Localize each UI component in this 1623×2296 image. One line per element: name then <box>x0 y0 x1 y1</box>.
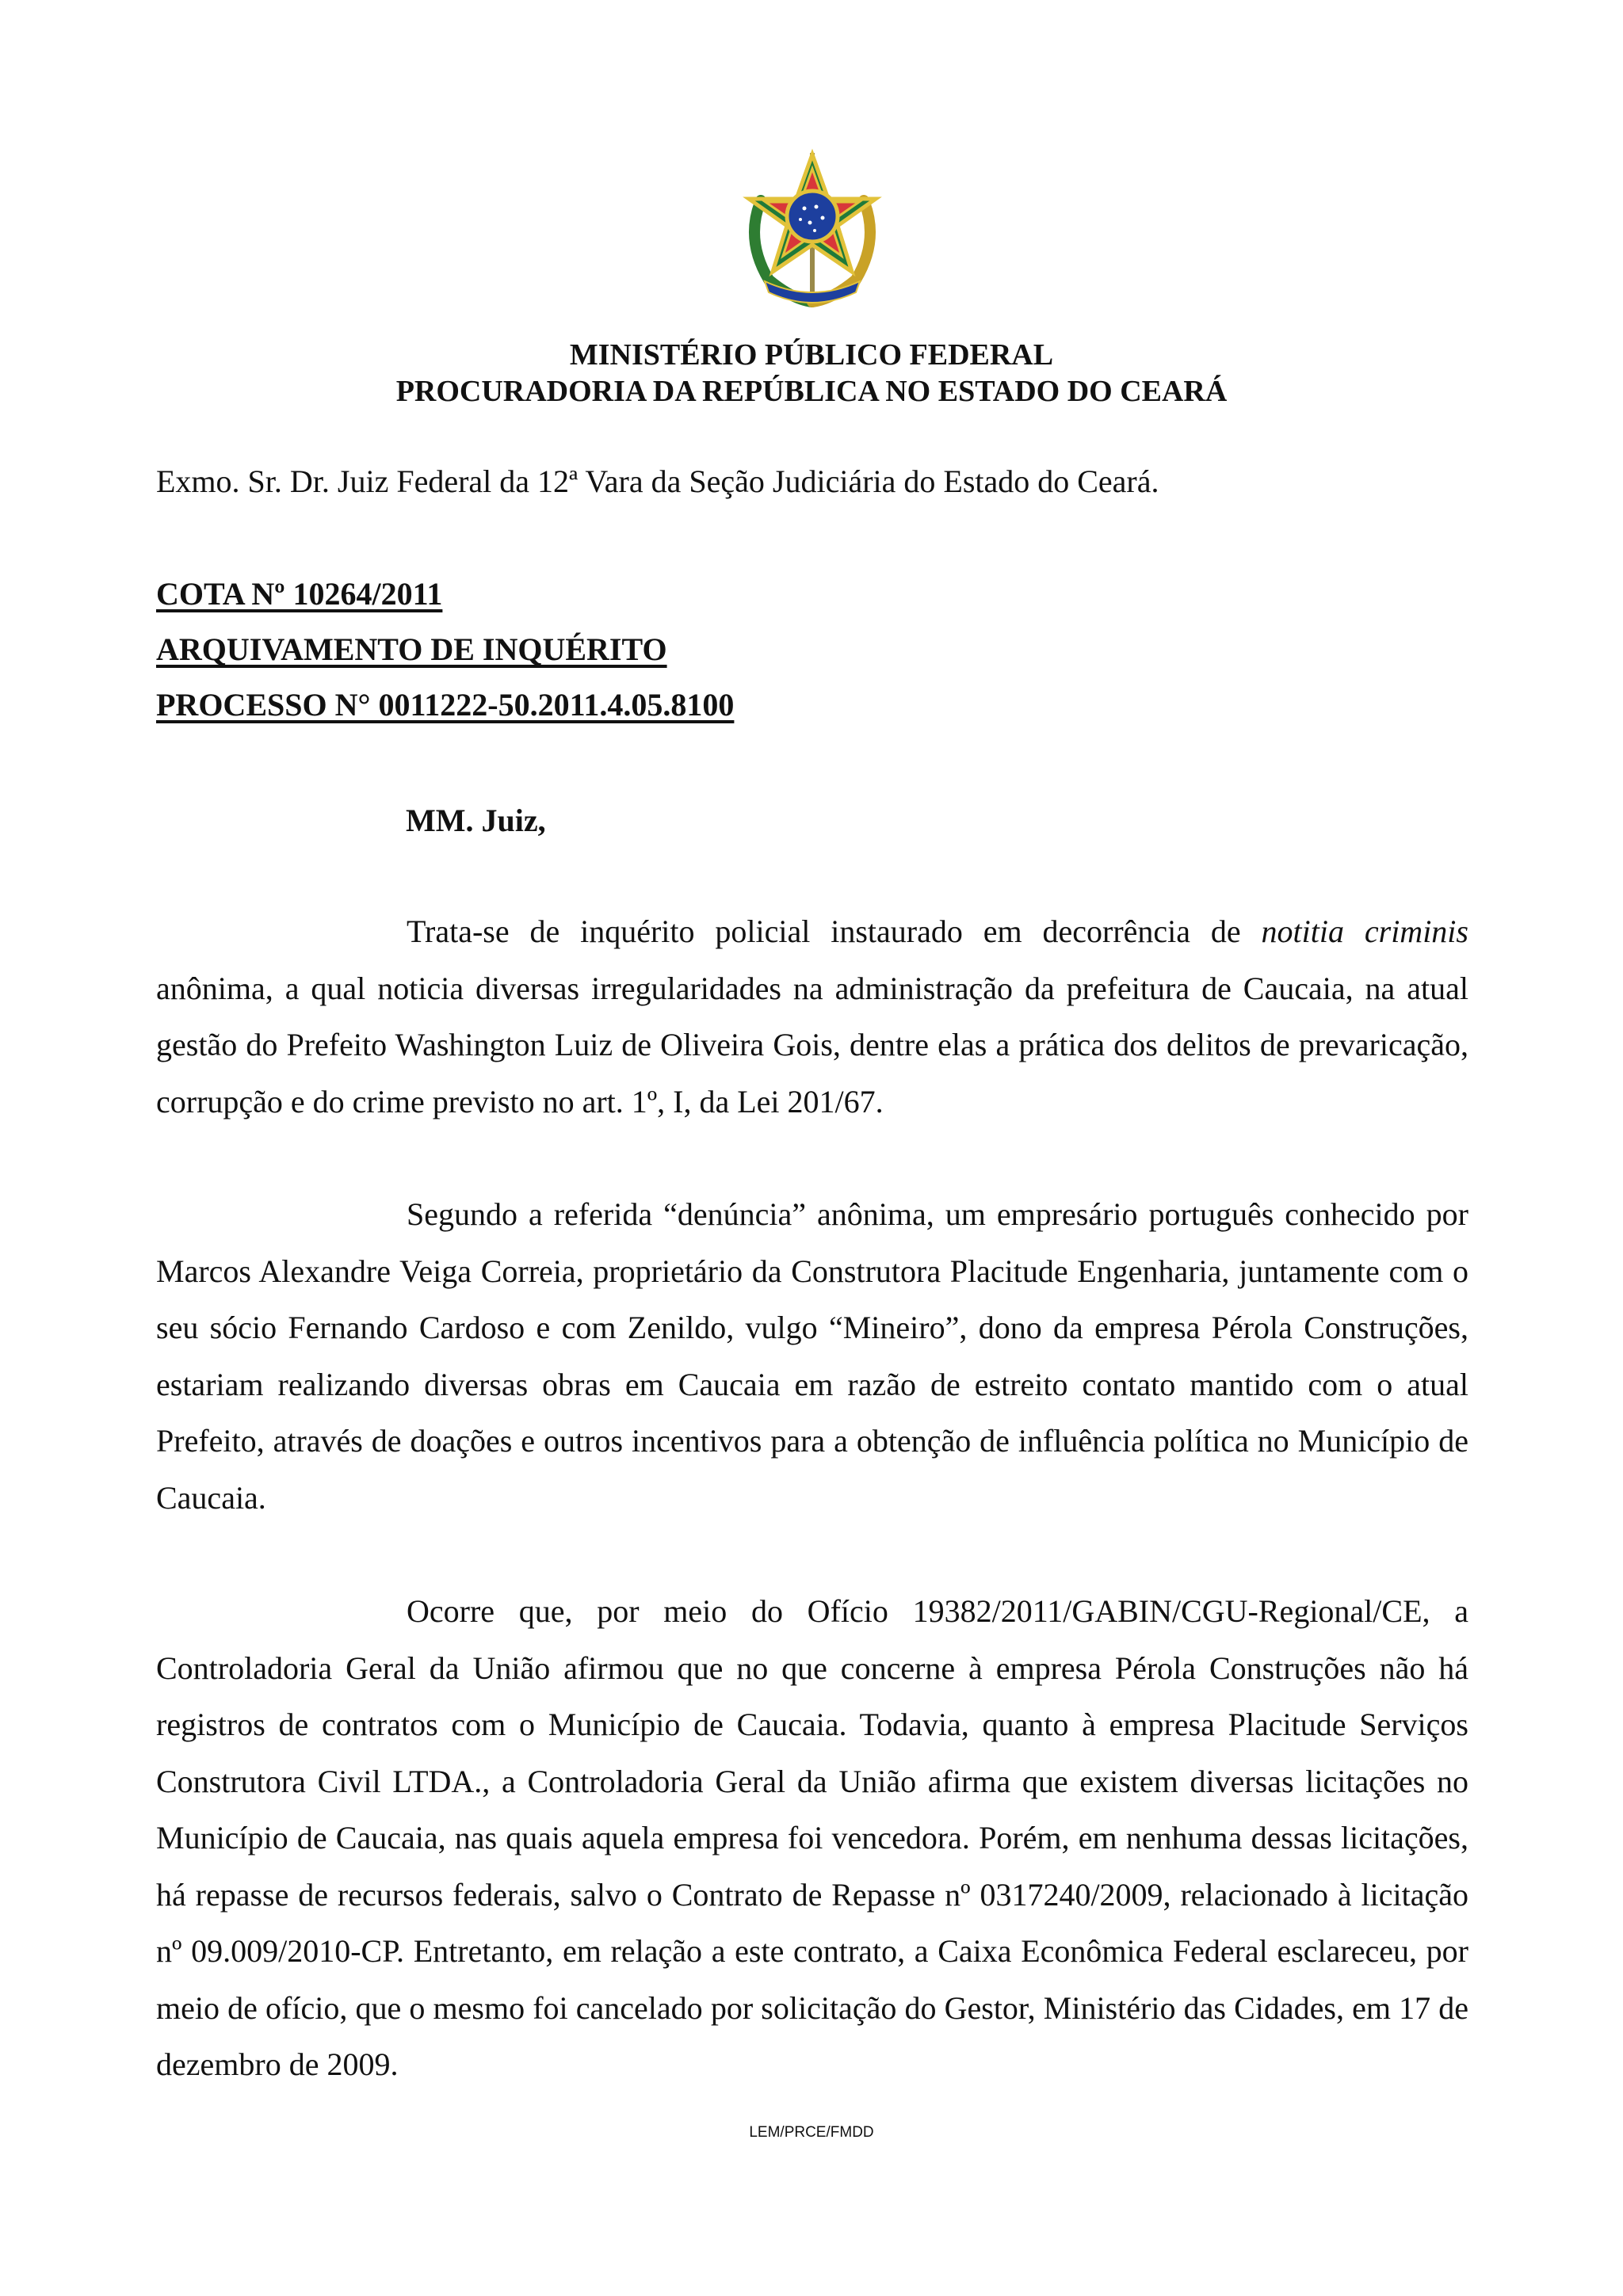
paragraph-1 <box>156 903 1468 1130</box>
footer-code: LEM/PRCE/FMDD <box>749 2124 874 2141</box>
subject-line: ARQUIVAMENTO DE INQUÉRITO <box>156 631 667 667</box>
paragraph-3: Ocorre que, por meio do Ofício 19382/2011/GABIN/CGU-Regional/CE, a Controladoria Geral da União afirmou que no que concerne à empresa Pérola Construções não há registros de contratos com o Município de Caucaia. Todavia, quanto à empresa Placitude Serviços Construtora Civil LTDA., a Controladoria Geral da União afirma que existem diversas licitações no Município de Caucaia, nas quais aquela empresa foi vencedora. Porém, em nenhuma dessas licitações, há repasse de recursos federais, salvo o Contrato de Repasse nº 0317240/2009, relacionado à licitação nº 09.009/2010-CP. Entretanto, em relação a este contrato, a Caixa Econômica Federal esclareceu, por meio de ofício, que o mesmo foi cancelado por solicitação do Gestor, Ministério das Cidades, em 17 de dezembro de 2009. <box>156 1593 1468 2082</box>
paragraph-2: Segundo a referida “denúncia” anônima, um empresário português conhecido por Marcos Alexandre Veiga Correia, proprietário da Construtora Placitude Engenharia, juntamente com o seu sócio Fernando Cardoso e com Zenildo, vulgo “Mineiro”, dono da empresa Pérola Construções, estariam realizando diversas obras em Caucaia em razão de estreito contato mantido com o atual Prefeito, através de doações e outros incentivos para a obtenção de influência política no Município de Caucaia. <box>156 1196 1468 1516</box>
header-institution: MINISTÉRIO PÚBLICO FEDERAL <box>569 338 1054 372</box>
brazil-coat-of-arms-icon <box>737 145 888 311</box>
header-office: PROCURADORIA DA REPÚBLICA NO ESTADO DO CEARÁ <box>395 375 1228 408</box>
processo-number: PROCESSO N° 0011222-50.2011.4.05.8100 <box>156 687 735 723</box>
cota-number: COTA Nº 10264/2011 <box>156 576 443 612</box>
paragraph-1-start: Trata-se de inquérito policial instaurado em decorrência de <box>407 913 1262 949</box>
paragraph-1-italic: notitia criminis <box>1261 913 1468 949</box>
salutation: MM. Juiz, <box>406 803 546 838</box>
paragraph-1-end: anônima, a qual noticia diversas irregularidades na administração da prefeitura de Caucaia, na atual gestão do Prefeito Washington Luiz de Oliveira Gois, dentre elas a prática dos delitos de prevaricação, corrupção e do crime previsto no art. 1º, I, da Lei 201/67. <box>156 970 1468 1119</box>
addressee-line: Exmo. Sr. Dr. Juiz Federal da 12ª Vara da Seção Judiciária do Estado do Ceará. <box>156 463 1159 499</box>
